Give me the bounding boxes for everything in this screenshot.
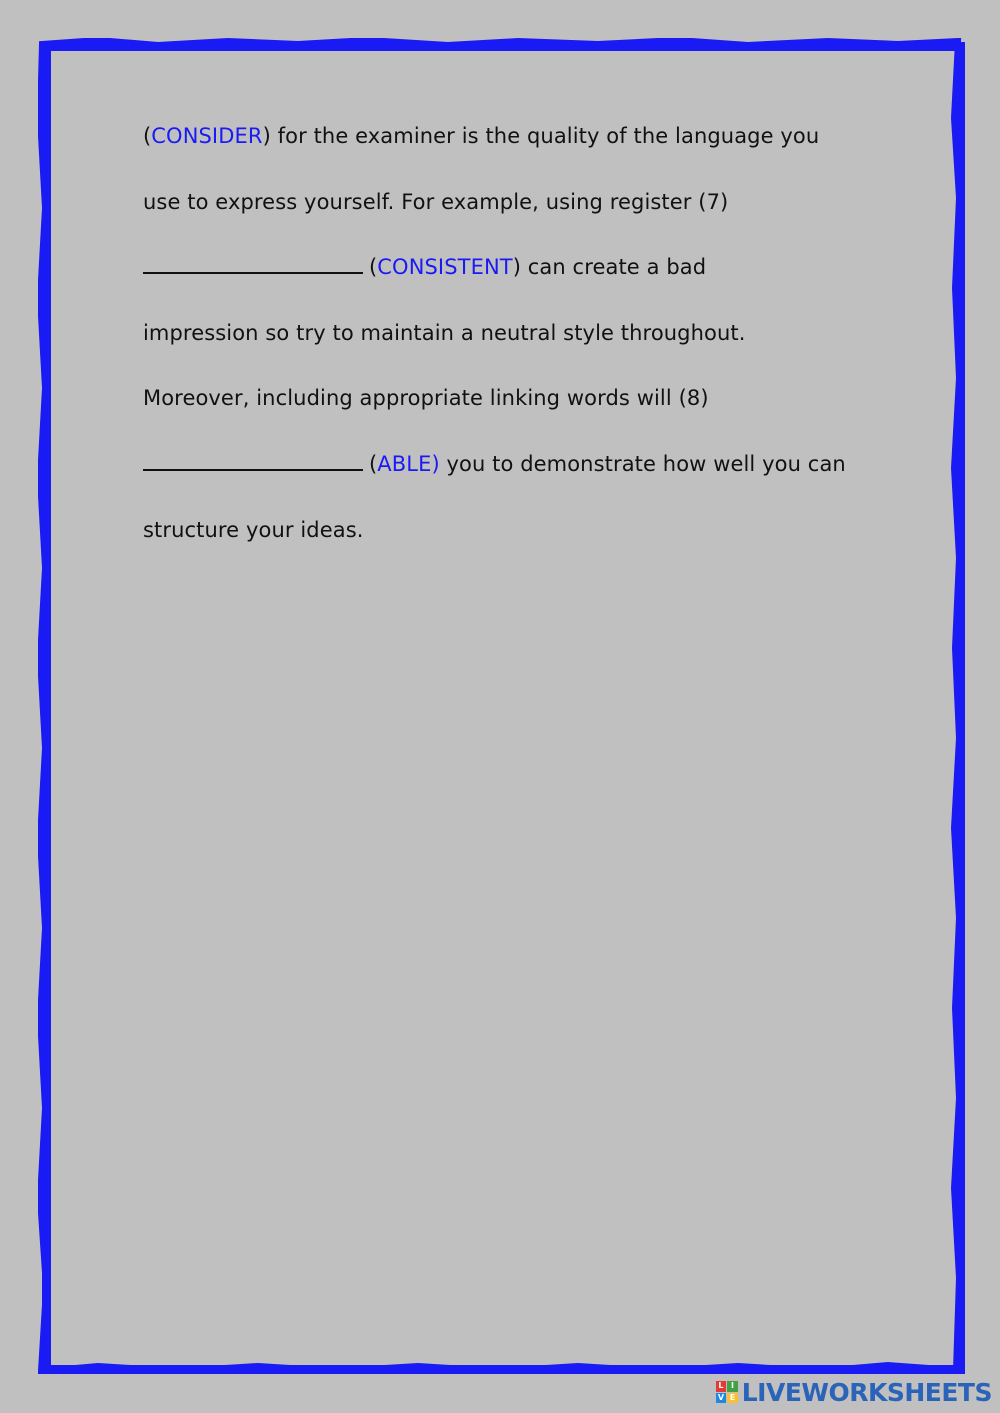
liveworksheets-logo [716,1377,992,1407]
answer-blank-7[interactable] [143,252,363,274]
keyword-consistent: CONSISTENT [377,255,513,280]
answer-blank-8[interactable] [143,449,363,471]
text-line-4: impression so try to maintain a neutral style throughout. [143,320,746,345]
text-line-7: structure your ideas. [143,517,364,542]
liveworksheets-logo-icon: L I V E [716,1381,738,1403]
text-line-6: (ABLE) you to demonstrate how well you can [143,442,903,508]
text-line-2: use to express yourself. For example, using register (7) [143,189,729,214]
keyword-able: ABLE) [377,451,440,476]
liveworksheets-logo-text: LIVEWORKSHEETS [741,1377,992,1407]
text-line-5: Moreover, including appropriate linking words will (8) [143,386,709,411]
text-line-1: (CONSIDER) for the examiner is the quality of the language you [143,124,820,148]
keyword-consider: CONSIDER [151,124,263,148]
worksheet-text [143,114,903,573]
text-line-3: (CONSISTENT) can create a bad [143,245,903,311]
